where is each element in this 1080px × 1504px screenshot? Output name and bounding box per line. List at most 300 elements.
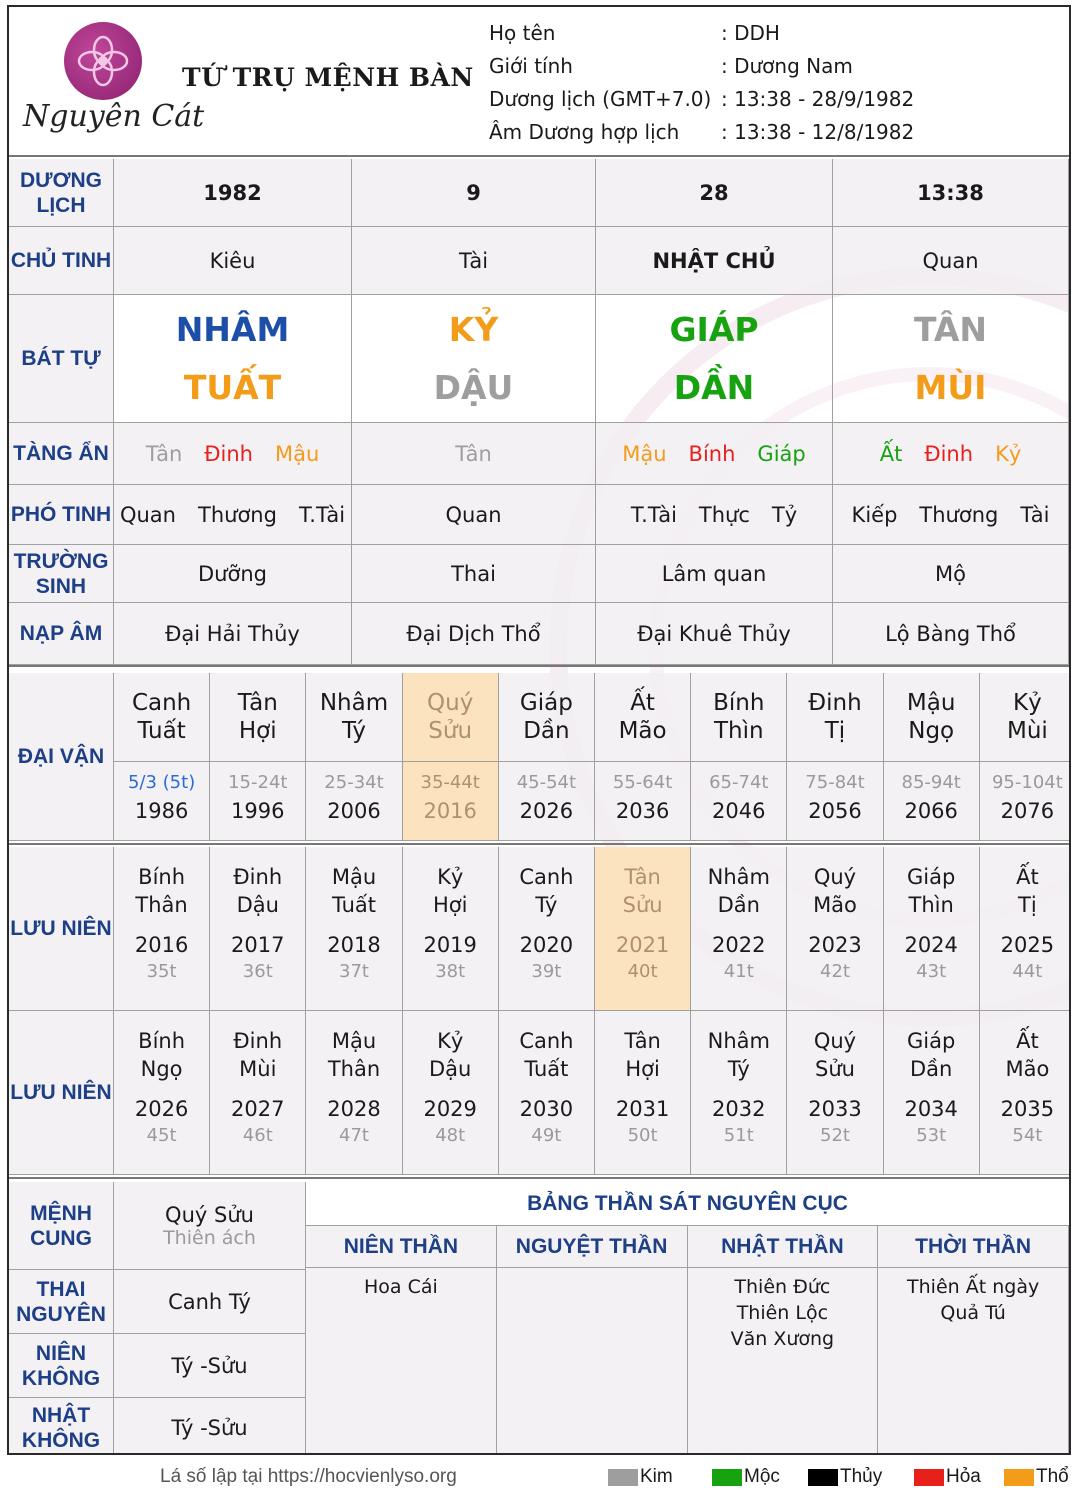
tang-an-item: Tân [455, 441, 492, 466]
legend-item-3 [914, 1466, 981, 1488]
luu-nien-chi: Mão [813, 893, 857, 917]
row-label-chu-tinh: CHỦ TINH [9, 227, 114, 295]
truong-sinh-value: Thai [451, 561, 496, 586]
bat-tu-pair [176, 301, 290, 417]
pho-tinh-item: Thực [698, 502, 750, 527]
nhat-khong-cell [114, 1398, 306, 1455]
pillar-1-chu-tinh [114, 227, 352, 295]
luu-nien-can: Canh [519, 865, 574, 889]
luu-nien-year: 2035 [1000, 1097, 1055, 1121]
dai-van-cell [306, 673, 402, 841]
luu-nien-cell [980, 1011, 1071, 1175]
pho-tinh-list [120, 503, 345, 527]
luu-nien-year: 2020 [519, 933, 574, 957]
tang-an-list [880, 442, 1022, 466]
legend-label: Hỏa [946, 1466, 981, 1487]
luu-nien-chi: Ngọ [140, 1057, 183, 1081]
legend-item-4 [1004, 1466, 1069, 1488]
row-label-pho-tinh: PHÓ TINH [9, 485, 114, 545]
legend-item-1 [712, 1466, 780, 1488]
nhat-khong-value: Tý -Sửu [171, 1415, 248, 1440]
than-sat-header [306, 1226, 497, 1268]
nap-am-value: Đại Dịch Thổ [406, 621, 541, 646]
luu-nien-cell [306, 847, 402, 1011]
dai-van-chi: Mão [618, 718, 667, 744]
luu-nien-chi: Sửu [815, 1057, 855, 1081]
nien-khong-value: Tý -Sửu [171, 1353, 248, 1378]
brand-name: Nguyên Cát [23, 99, 205, 134]
luu-nien-cell [403, 847, 499, 1011]
dai-van-can: Quý [427, 690, 474, 716]
pillar-3-tang-an [596, 423, 833, 485]
luu-nien-chi: Tuất [331, 893, 377, 917]
pillar-date-value: 1982 [203, 180, 262, 205]
luu-nien-cell [691, 1011, 787, 1175]
pillar-3-truong-sinh [596, 545, 833, 603]
row-label-thai-nguyen: THAI NGUYÊN [9, 1270, 114, 1334]
pillar-1-nap-am [114, 603, 352, 665]
luu-nien-age: 41t [723, 961, 754, 982]
legend-item-2 [808, 1466, 882, 1488]
luu-nien-can: Tân [624, 1029, 661, 1053]
chu-tinh-value: Kiêu [209, 248, 256, 273]
row-label-tang-an: TÀNG ẨN [9, 423, 114, 485]
pillar-2-truong-sinh [352, 545, 596, 603]
luu-nien-year: 2019 [423, 933, 477, 957]
luu-nien-can: Đinh [233, 1029, 283, 1053]
pillar-3-duong-lich [596, 159, 833, 227]
dai-van-cell [210, 673, 306, 841]
dai-van-year: 2046 [712, 799, 766, 823]
dai-van-cell [499, 673, 595, 841]
legend-label: Kim [640, 1466, 673, 1487]
dai-van-separator [595, 761, 690, 762]
pho-tinh-item: Thương [919, 502, 999, 527]
bat-tu-pair [669, 301, 758, 417]
truong-sinh-value: Dưỡng [198, 561, 267, 586]
dai-van-separator [306, 761, 401, 762]
luu-nien-can: Kỷ [437, 1029, 464, 1053]
than-sat-item: Thiên Đức [734, 1276, 831, 1298]
info-row-name: Họ tên : DDH [489, 21, 780, 45]
luu-nien-year: 2033 [808, 1097, 862, 1121]
luu-nien-can: Giáp [907, 865, 956, 889]
dai-van-divider [9, 843, 1069, 845]
dai-van-cell [114, 673, 210, 841]
dai-van-can: Canh [131, 690, 192, 716]
luu-nien-chi: Mùi [239, 1057, 277, 1081]
luu-nien-can: Bính [138, 865, 186, 889]
than-sat-title [306, 1182, 1069, 1226]
luu-nien-can: Giáp [907, 1029, 956, 1053]
luu-nien-cell [884, 1011, 980, 1175]
luu-nien-chi: Tuất [524, 1057, 569, 1081]
luu-nien-year: 2031 [615, 1097, 670, 1121]
luu-nien-age: 36t [242, 961, 273, 982]
luu-nien-year: 2025 [1000, 933, 1055, 957]
than-sat-header [688, 1226, 879, 1268]
luu-nien-cell [403, 1011, 499, 1175]
dai-van-age: 55-64t [612, 772, 673, 793]
luu-nien-cell [595, 847, 691, 1011]
luu-nien-chi: Dậu [429, 1057, 472, 1081]
luu-nien-chi: Tị [1018, 893, 1037, 917]
luu-nien-year: 2017 [231, 933, 285, 957]
row-label-duong-lich: DƯƠNG LỊCH [9, 159, 114, 227]
pho-tinh-item: Quan [445, 502, 502, 527]
dai-van-can: Bính [713, 690, 765, 716]
chu-tinh-value: Tài [458, 248, 489, 273]
luu-nien-chi: Sửu [622, 893, 663, 917]
legend-swatch [712, 1469, 742, 1486]
luu-nien-cell [980, 847, 1071, 1011]
legend-label: Thổ [1036, 1466, 1069, 1487]
pillar-1-bat-tu [114, 295, 352, 423]
pillar-2-chu-tinh [352, 227, 596, 295]
dai-van-cell [595, 673, 691, 841]
tang-an-list [455, 442, 492, 466]
pillar-4-pho-tinh [833, 485, 1069, 545]
pillar-1-duong-lich [114, 159, 352, 227]
dai-van-separator [210, 761, 305, 762]
luu-nien-year: 2022 [712, 933, 766, 957]
luu-nien-can: Ất [1016, 1029, 1039, 1053]
luu-nien-chi: Thìn [908, 893, 954, 917]
personal-info [489, 21, 1049, 153]
dai-van-chi: Thìn [713, 718, 764, 744]
pillar-divider [9, 665, 1069, 667]
pillar-4-truong-sinh [833, 545, 1069, 603]
nap-am-value: Đại Khuê Thủy [637, 621, 791, 646]
dai-van-year: 2066 [904, 799, 958, 823]
pillar-4-tang-an [833, 423, 1069, 485]
tang-an-item: Đinh [204, 441, 253, 466]
info-row-solar-date: Dương lịch (GMT+7.0) : 13:38 - 28/9/1982 [489, 87, 915, 111]
dai-van-cell [980, 673, 1071, 841]
pho-tinh-list [445, 503, 501, 527]
luu-nien-year: 2032 [712, 1097, 766, 1121]
pillar-2-nap-am [352, 603, 596, 665]
dai-van-age: 45-54t [516, 772, 577, 793]
dai-van-age: 15-24t [228, 772, 288, 793]
chart-frame [7, 5, 1071, 1455]
luu-nien-can: Quý [813, 865, 857, 889]
luu-nien-year: 2034 [904, 1097, 958, 1121]
chi-value: DẬU [433, 367, 514, 407]
dai-van-cell [403, 673, 499, 841]
pillar-3-pho-tinh [596, 485, 833, 545]
pillar-1-tang-an [114, 423, 352, 485]
dai-van-cell [884, 673, 980, 841]
dai-van-year: 2016 [423, 799, 477, 823]
chu-tinh-value: Quan [922, 248, 979, 273]
luu-nien-cell [787, 847, 883, 1011]
luu-nien-age: 51t [723, 1125, 754, 1146]
dai-van-separator [884, 761, 979, 762]
than-sat-item: Hoa Cái [363, 1276, 438, 1298]
row-label-nap-am: NẠP ÂM [9, 603, 114, 665]
luu-nien-chi: Dần [910, 1057, 953, 1081]
luu-nien-can: Đinh [233, 865, 283, 889]
menh-cung-value: Quý Sửu [165, 1202, 254, 1227]
dai-van-separator [787, 761, 882, 762]
luu-nien-chi: Thân [327, 1057, 381, 1081]
luu-nien-chi: Dần [717, 893, 760, 917]
luu-nien-year: 2030 [519, 1097, 574, 1121]
pho-tinh-list [852, 503, 1050, 527]
tang-an-item: Mậu [622, 441, 667, 466]
row-label-bat-tu: BÁT TỰ [9, 295, 114, 423]
luu-nien-cell [787, 1011, 883, 1175]
than-sat-header [497, 1226, 688, 1268]
truong-sinh-value: Mộ [935, 561, 966, 586]
dai-van-year: 2006 [327, 799, 381, 823]
than-sat-item: Quả Tú [940, 1302, 1006, 1324]
pillar-1-pho-tinh [114, 485, 352, 545]
can-value: NHÂM [175, 309, 290, 349]
tang-an-item: Đinh [924, 441, 974, 466]
info-row-gender: Giới tính : Dương Nam [489, 54, 853, 78]
than-sat-column [878, 1268, 1069, 1455]
pillar-date-value: 28 [699, 180, 729, 205]
pho-tinh-item: T.Tài [630, 502, 677, 527]
chu-tinh-value: NHẬT CHỦ [652, 248, 776, 273]
luu-nien-divider [9, 1177, 1069, 1179]
luu-nien-year: 2027 [231, 1097, 285, 1121]
legend-swatch [608, 1469, 638, 1486]
luu-nien-age: 43t [916, 961, 947, 982]
luu-nien-chi: Tý [535, 893, 558, 917]
dai-van-chi: Tý [341, 718, 367, 744]
dai-van-can: Kỷ [1013, 690, 1042, 716]
menh-cung-sub: Thiên ách [163, 1226, 256, 1249]
dai-van-can: Mậu [906, 690, 956, 716]
pillar-2-pho-tinh [352, 485, 596, 545]
luu-nien-age: 49t [531, 1125, 562, 1146]
luu-nien-year: 2026 [134, 1097, 189, 1121]
pillar-3-bat-tu [596, 295, 833, 423]
dai-van-age: 95-104t [991, 772, 1063, 793]
legend-label: Thủy [840, 1466, 883, 1487]
pho-tinh-item: Tỷ [771, 502, 798, 527]
luu-nien-can: Canh [519, 1029, 574, 1053]
tang-an-item: Kỷ [995, 441, 1022, 466]
than-sat-item: Văn Xương [730, 1328, 835, 1350]
dai-van-age: 75-84t [805, 772, 865, 793]
than-sat-column [306, 1268, 497, 1455]
tang-an-item: Bính [688, 441, 736, 466]
pho-tinh-list [631, 503, 797, 527]
than-sat-header-text: NIÊN THẦN [343, 1234, 459, 1258]
pillar-2-bat-tu [352, 295, 596, 423]
pillar-4-duong-lich [833, 159, 1069, 227]
menh-cung-cell [114, 1182, 306, 1270]
dai-van-can: Tân [237, 690, 278, 716]
luu-nien-can: Nhâm [707, 1029, 770, 1053]
can-value: TÂN [913, 309, 988, 349]
luu-nien-chi: Thân [135, 893, 188, 917]
luu-nien-year: 2024 [904, 933, 958, 957]
dai-van-chi: Hợi [238, 718, 277, 744]
row-label-nien-khong: NIÊN KHÔNG [9, 1334, 114, 1398]
legend-label: Mộc [744, 1466, 780, 1487]
than-sat-title-text: BẢNG THẦN SÁT NGUYÊN CỤC [527, 1191, 848, 1215]
pillar-date-value: 9 [466, 180, 481, 205]
pillar-4-bat-tu [833, 295, 1069, 423]
dai-van-can: Đinh [808, 690, 862, 716]
thai-nguyen-value: Canh Tý [168, 1289, 251, 1314]
dai-van-separator [691, 761, 786, 762]
pillar-1-truong-sinh [114, 545, 352, 603]
luu-nien-chi: Mão [1005, 1057, 1050, 1081]
pho-tinh-item: Thương [198, 502, 277, 527]
pho-tinh-item: Kiếp [851, 502, 898, 527]
than-sat-column [688, 1268, 879, 1455]
row-label-luu-nien: LƯU NIÊN [9, 1011, 114, 1175]
luu-nien-age: 46t [242, 1125, 273, 1146]
footer-note: Lá số lập tại https://hocvienlyso.org [160, 1466, 457, 1487]
dai-van-cell [787, 673, 883, 841]
dai-van-year: 2036 [615, 799, 670, 823]
pillar-3-nap-am [596, 603, 833, 665]
info-row-lunar-date: Âm Dương hợp lịch : 13:38 - 12/8/1982 [489, 120, 915, 144]
dai-van-year: 2076 [1000, 799, 1055, 823]
than-sat-header-text: THỜI THẦN [915, 1234, 1032, 1258]
luu-nien-can: Tân [624, 865, 661, 889]
dai-van-year: 2026 [519, 799, 574, 823]
luu-nien-age: 39t [531, 961, 562, 982]
luu-nien-age: 50t [627, 1125, 658, 1146]
dai-van-year: 2056 [808, 799, 862, 823]
than-sat-header-text: NGUYỆT THẦN [515, 1234, 668, 1258]
luu-nien-chi: Hợi [625, 1057, 660, 1081]
dai-van-age: 25-34t [324, 772, 384, 793]
dai-van-age: 5/3 (5t) [127, 772, 196, 793]
can-value: GIÁP [669, 309, 759, 349]
than-sat-item: Thiên Lộc [736, 1302, 829, 1324]
luu-nien-cell [595, 1011, 691, 1175]
nien-khong-cell [114, 1334, 306, 1398]
dai-van-chi: Ngọ [908, 718, 955, 744]
thai-nguyen-cell [114, 1270, 306, 1334]
dai-van-chi: Dần [523, 718, 570, 744]
luu-nien-age: 54t [1012, 1125, 1043, 1146]
than-sat-header [878, 1226, 1069, 1268]
pho-tinh-item: Quan [119, 502, 176, 527]
pho-tinh-item: Tài [1020, 502, 1050, 527]
luu-nien-year: 2028 [327, 1097, 381, 1121]
dai-van-chi: Sửu [428, 718, 473, 744]
can-value: KỶ [448, 309, 499, 349]
luu-nien-chi: Dậu [236, 893, 279, 917]
legend-swatch [1004, 1469, 1034, 1486]
pillar-2-tang-an [352, 423, 596, 485]
header [9, 7, 1069, 157]
luu-nien-year: 2029 [423, 1097, 477, 1121]
dai-van-chi: Mùi [1006, 718, 1048, 744]
luu-nien-age: 35t [146, 961, 177, 982]
luu-nien-cell [210, 1011, 306, 1175]
dai-van-separator [403, 761, 498, 762]
bat-tu-pair [434, 301, 514, 417]
dai-van-chi: Tị [824, 718, 846, 744]
tang-an-item: Mậu [275, 441, 320, 466]
dai-van-separator [114, 761, 209, 762]
luu-nien-cell [499, 847, 595, 1011]
luu-nien-age: 47t [339, 1125, 369, 1146]
row-label-truong-sinh: TRƯỜNG SINH [9, 545, 114, 603]
truong-sinh-value: Lâm quan [661, 561, 767, 586]
pillar-4-nap-am [833, 603, 1069, 665]
dai-van-year: 1996 [231, 799, 285, 823]
luu-nien-can: Mậu [331, 1029, 377, 1053]
footer [0, 1458, 1080, 1498]
pillar-date-value: 13:38 [917, 180, 984, 205]
luu-nien-can: Bính [138, 1029, 186, 1053]
dai-van-separator [499, 761, 594, 762]
row-label-dai-van: ĐẠI VẬN [9, 673, 114, 841]
dai-van-year: 1986 [134, 799, 189, 823]
luu-nien-age: 45t [146, 1125, 177, 1146]
luu-nien-cell [499, 1011, 595, 1175]
luu-nien-chi: Tý [727, 1057, 750, 1081]
legend-swatch [914, 1469, 944, 1486]
luu-nien-age: 48t [435, 1125, 466, 1146]
dai-van-chi: Tuất [137, 718, 186, 744]
nap-am-value: Đại Hải Thủy [165, 621, 300, 646]
luu-nien-cell [114, 1011, 210, 1175]
luu-nien-cell [691, 847, 787, 1011]
legend-item-0 [608, 1466, 673, 1488]
luu-nien-cell [114, 847, 210, 1011]
row-label-luu-nien: LƯU NIÊN [9, 847, 114, 1011]
tang-an-item: Giáp [757, 441, 806, 466]
luu-nien-age: 53t [916, 1125, 947, 1146]
chi-value: MÙI [914, 367, 987, 407]
than-sat-item: Thiên Ất ngày [907, 1276, 1040, 1298]
bat-tu-pair [914, 301, 987, 417]
pho-tinh-item: T.Tài [298, 502, 346, 527]
tang-an-list [146, 442, 320, 466]
dai-van-cell [691, 673, 787, 841]
than-sat-column [497, 1268, 688, 1455]
dai-van-can: Giáp [519, 690, 573, 716]
dai-van-age: 85-94t [901, 772, 961, 793]
dai-van-can: Nhâm [319, 690, 389, 716]
header-divider [9, 155, 1069, 157]
luu-nien-year: 2021 [615, 933, 670, 957]
pillar-2-duong-lich [352, 159, 596, 227]
dai-van-age: 65-74t [709, 772, 769, 793]
luu-nien-age: 52t [820, 1125, 850, 1146]
luu-nien-can: Kỷ [437, 865, 464, 889]
chi-value: DẦN [673, 367, 755, 407]
luu-nien-year: 2016 [134, 933, 189, 957]
logo-icon [64, 22, 142, 100]
pillar-3-chu-tinh [596, 227, 833, 295]
luu-nien-year: 2023 [808, 933, 862, 957]
luu-nien-cell [306, 1011, 402, 1175]
luu-nien-age: 37t [339, 961, 369, 982]
nap-am-value: Lộ Bàng Thổ [885, 621, 1016, 646]
luu-nien-age: 40t [627, 961, 658, 982]
tang-an-item: Tân [145, 441, 183, 466]
luu-nien-cell [210, 847, 306, 1011]
luu-nien-age: 44t [1012, 961, 1043, 982]
chi-value: TUẤT [183, 367, 282, 407]
tang-an-item: Ất [879, 441, 903, 466]
than-sat-header-text: NHẬT THẦN [721, 1234, 844, 1258]
